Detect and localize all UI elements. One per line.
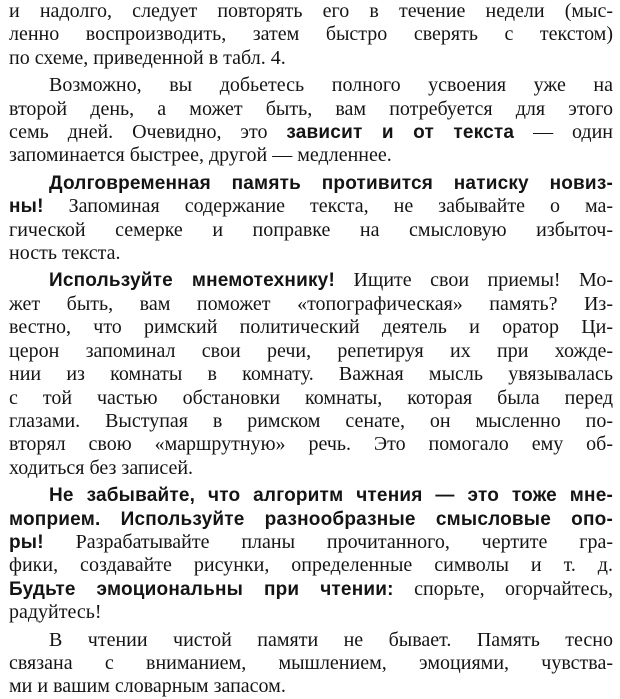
paragraph <box>9 74 613 168</box>
text-run: церон запоминал свои речи, репетируя их при хожде- <box>9 339 613 362</box>
bold-text-run: Используйте мнемотехнику! <box>49 270 335 292</box>
text-line <box>9 508 613 531</box>
bold-text-run: моприем. Используйте разнообразные смысловые опо- <box>9 508 613 530</box>
text-line <box>9 23 613 46</box>
text-line <box>9 578 613 601</box>
text-line <box>9 601 613 624</box>
text-line <box>9 629 613 652</box>
text-line <box>9 410 613 433</box>
text-run: В чтении чистой памяти не бывает. Память тесно <box>49 628 613 651</box>
paragraph <box>9 484 613 624</box>
text-line <box>9 219 613 242</box>
paragraph <box>9 0 613 70</box>
text-line <box>9 457 613 480</box>
text-line <box>9 242 613 265</box>
text-run: ность текста. <box>9 242 121 265</box>
text-line <box>9 121 613 144</box>
text-line <box>9 433 613 456</box>
text-line <box>9 293 613 316</box>
bold-text-run: ны! <box>9 196 44 218</box>
text-line <box>9 316 613 339</box>
text-line <box>9 363 613 386</box>
text-line <box>9 675 613 698</box>
text-line <box>9 0 613 23</box>
text-line <box>9 387 613 410</box>
text-run: Ищите свои приемы! Мо- <box>334 269 613 292</box>
text-line <box>9 484 613 507</box>
paragraph <box>9 629 613 699</box>
paragraph <box>9 269 613 480</box>
text-line <box>9 652 613 675</box>
bold-text-run: Не забывайте, что алгоритм чтения — это тоже мне- <box>49 485 613 507</box>
text-line <box>9 195 613 218</box>
text-line <box>9 554 613 577</box>
text-run: ленно воспроизводить, затем быстро сверять с текстом) <box>9 23 613 46</box>
text-run: Разрабатывайте планы прочитанного, чертите гра- <box>43 530 613 553</box>
text-run: вторял свою «маршрутную» речь. Это помогало ему об- <box>9 433 613 456</box>
text-line <box>9 172 613 195</box>
text-line <box>9 74 613 97</box>
text-run: ми и вашим словарным запасом. <box>9 675 286 698</box>
text-run: спорьте, огорчайтесь, <box>393 577 614 600</box>
text-run: — один <box>514 121 614 144</box>
paragraph <box>9 172 613 266</box>
text-run: с той частью обстановки комнаты, которая была перед <box>9 386 613 409</box>
text-line <box>9 98 613 121</box>
text-run: Запоминая содержание текста, не забывайте о ма- <box>43 195 613 218</box>
bold-text-run: Долговременная память противится натиску новиз- <box>49 172 613 194</box>
text-run: нии из комнаты в комнату. Важная мысль увязывалась <box>9 363 613 386</box>
text-line <box>9 47 613 70</box>
text-run: радуйтесь! <box>9 601 102 624</box>
text-run: и надолго, следует повторять его в течение недели (мыс- <box>9 0 613 22</box>
text-run: Возможно, вы добьетесь полного усвоения уже на <box>49 74 613 97</box>
bold-text-run: ры! <box>9 531 44 553</box>
text-line <box>9 340 613 363</box>
text-run: жет быть, вам поможет «топографическая» память? Из- <box>9 292 613 315</box>
text-run: связана с вниманием, мышлением, эмоциями, чувства- <box>9 651 613 674</box>
text-run: вестно, что римский политический деятель и оратор Ци- <box>9 316 613 339</box>
text-line <box>9 269 613 292</box>
text-run: фики, создавайте рисунки, определенные символы и т. д. <box>9 554 613 577</box>
text-line <box>9 144 613 167</box>
text-run: ходиться без записей. <box>9 456 194 479</box>
text-run: второй день, а может быть, вам потребуется для этого <box>9 97 613 120</box>
text-run: глазами. Выступая в римском сенате, он мысленно по- <box>9 409 613 432</box>
text-run: по схеме, приведенной в табл. 4. <box>9 46 286 69</box>
bold-text-run: зависит и от текста <box>286 122 515 144</box>
bold-text-run: Будьте эмоциональны при чтении: <box>9 578 394 600</box>
text-run: гической семерке и поправке на смысловую избыточ- <box>9 218 613 241</box>
text-line <box>9 531 613 554</box>
text-run: запоминается быстрее, другой — медленнее. <box>9 144 392 167</box>
text-run: семь дней. Очевидно, это <box>9 121 287 144</box>
